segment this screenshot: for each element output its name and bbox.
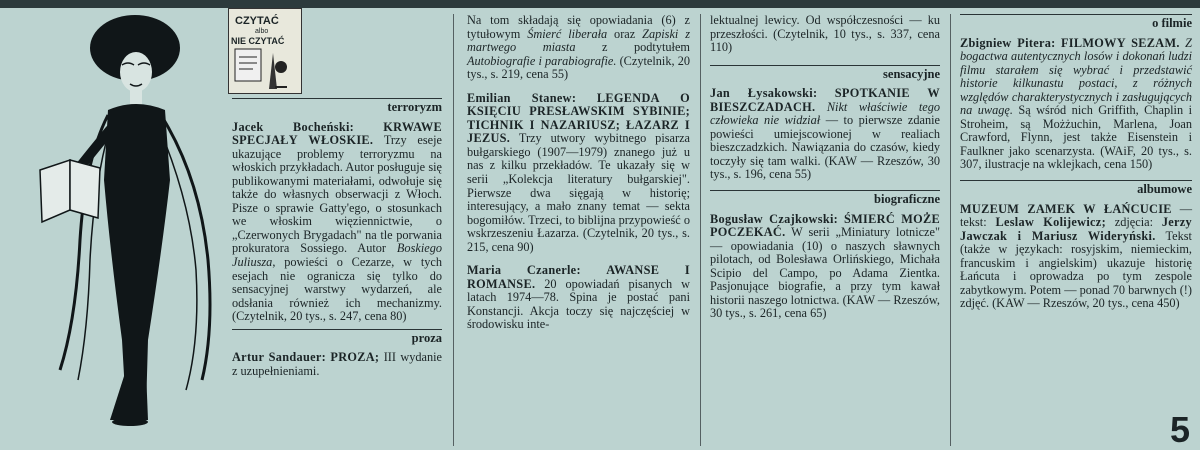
section-heading-o-filmie: o filmie [960, 14, 1192, 34]
author: Emilian Stanew: [467, 90, 577, 105]
review-bochenski [232, 121, 442, 324]
author: Zbigniew Pitera: [960, 35, 1056, 50]
column-divider [950, 14, 951, 446]
logo-line-1: CZYTAĆ [235, 15, 279, 27]
section-heading-sensacyjne: sensacyjne [710, 65, 940, 85]
czytac-logo [228, 8, 302, 94]
review-text: Trzy eseje ukazujące problemy terroryzmu na włoskich przykładach. Autor posługuje się publikowanymi materiałami, odwołuje się także do własnych obserwacji z Włoch. Pisze o sprawie Gatty'ego, o stosunkach we włoskim więziennictwie, o „Czerwonych Brygadach" na tle porwania prokuratora Sossiego. Autor [232, 133, 442, 256]
review-text: , powieści o Cezarze, w tych esejach nie ogranicza się tylko do sensacyjnej warstwy wydarzeń, ale odsłania również ich mechanizmy. (Czytelnik, 20 tys., s. 247, cena 80) [232, 255, 442, 324]
book-title: PROZA; [330, 350, 380, 365]
book-title: KRWAWE SPECJAŁY WŁOSKIE. [232, 119, 442, 148]
column-divider [700, 14, 701, 446]
author: Jerzy Jawczak i Mariusz Wideryński. [960, 215, 1192, 243]
book-title: LEGENDA O KSIĘCIU PRESŁAWSKIM SYBINIE; TICHNIK I NAZARIUSZ; ŁAZARZ I JEZUS. [467, 90, 690, 146]
review-italic: Śmierć liberała [527, 26, 608, 41]
review-lysakowski [710, 87, 940, 182]
review-italic: Zapiski z martwego miasta [467, 26, 690, 55]
book-title: AWANSE I ROMANSE. [467, 263, 690, 291]
review-muzeum-lancut [960, 203, 1192, 311]
review-text: 20 opowiadań pisanych w latach 1974—78. Spina je postać pani Konstancji. Akcja toczy się najczęściej w środowisku inte- [467, 276, 690, 332]
logo-line-3: NIE CZYTAĆ [231, 36, 285, 46]
review-text: z podtytułem [575, 40, 690, 55]
review-sandauer-continued [467, 14, 690, 82]
review-text: Są wśród nich Griffith, Chaplin i Stroheim, są Możżuchin, Marlena, Joan Crawford, Flynn, jest także Eisenstein i Faulkner jako scenarzysta. (WAiF, 20 tys., s. 307, ilustracje na wklejkach, cena 150) [960, 103, 1192, 172]
section-heading-biograficzne: biograficzne [710, 190, 940, 210]
review-text: oraz [607, 26, 643, 41]
review-italic: Nikt właściwie tego człowieka nie widział [710, 99, 940, 128]
review-czanerle-continued: lektualnej lewicy. Od współczesności — ku przeszłości. (Czytelnik, 10 tys., s. 337, cena 110) [710, 13, 940, 55]
review-czanerle [467, 264, 690, 332]
review-text: Na tom składają się opowiadania (6) z tytułowym [467, 13, 690, 41]
author: Leslaw Kolijewicz; [995, 215, 1106, 230]
book-title: SPOTKANIE W BIESZCZADACH. [710, 86, 940, 114]
review-sandauer [232, 351, 442, 378]
review-italic: Z bogactwa autentycznych losów i dokonań ludzi filmu starałem się wybrać i przedstawić historie kilkunastu postaci, z różnych względów charakterystycznych i zasługujących na uwagę. [960, 35, 1192, 118]
review-text: III wydanie z uzupełnieniami. [232, 350, 442, 378]
section-heading-terroryzm: terroryzm [232, 98, 442, 118]
review-italic: Boskiego Juliusza [232, 241, 442, 270]
column-1 [232, 98, 442, 378]
author: Maria Czanerle: [467, 263, 581, 278]
review-text: Tekst (także w językach: rosyjskim, niemieckim, francuskim i angielskim) ukazuje historię Łańcuta i oprowadza po tym zespole zabytkowym. Potem — ponad 70 barwnych (!) zdjęć. (KAW — Rzeszów, 20 tys., cena 450) [960, 228, 1192, 311]
review-italic: Autobiografie i parabiografie. [467, 53, 617, 68]
column-3 [710, 14, 940, 321]
author: Bogusław Czajkowski: [710, 211, 839, 226]
review-text: (Czytelnik, 20 tys., s. 219, cena 55) [467, 53, 690, 82]
lady-reading-illustration [30, 10, 230, 440]
review-stanew [467, 92, 690, 255]
review-pitera [960, 37, 1192, 172]
column-4 [960, 14, 1192, 311]
review-text: zdjęcia: [1105, 215, 1162, 230]
review-text: Trzy utwory wybitnego pisarza bułgarskiego (1907—1979) znanego już u nas z kilku przekładów. Te ukazały się w serii „Kolekcja literatury bułgarskiej". Pierwsze dwa sięgają w historię; interesujący, a mało znany temat — sekta bogomiłów. Trzeci, to biblijna przypowieść o wskrzeszeniu Łazarza. (Czytelnik, 20 tys., s. 215, cena 90) [467, 131, 691, 254]
book-title: FILMOWY SEZAM. [1060, 35, 1180, 50]
column-2 [467, 14, 690, 332]
review-czajkowski [710, 213, 940, 321]
book-title: ŚMIERĆ MOŻE POCZEKAĆ. [710, 211, 940, 240]
author: Jan Łysakowski: [710, 86, 818, 101]
review-text: — to pierwsze zdanie powieści umiejscowionej w realiach bieszczadzkich. Nawiązania do czasów, kiedy toczyły się tam walki. (KAW — Rzeszów, 30 tys., s. 196, cena 55) [710, 113, 940, 182]
top-border [0, 0, 1200, 8]
author: Jacek Bocheński: [232, 119, 355, 134]
review-text: W serii „Miniatury lotnicze" — opowiadania (10) o naszych sławnych pilotach, od Bolesława Orlińskiego, Michała Scipio del Campo, po Adama Zientka. Pasjonujące biografie, a przy tym kawał historii naszego lotnictwa. (KAW — Rzeszów, 30 tys., s. 261, cena 65) [710, 225, 940, 321]
column-divider [453, 14, 454, 446]
logo-line-2: albo [255, 28, 269, 35]
section-heading-albumowe: albumowe [960, 180, 1192, 200]
section-heading-proza: proza [232, 329, 442, 349]
review-text: — tekst: [960, 201, 1193, 230]
book-title: MUZEUM ZAMEK W ŁAŃCUCIE [960, 201, 1172, 216]
author: Artur Sandauer: [232, 350, 327, 365]
page-number: 5 [1169, 409, 1190, 450]
